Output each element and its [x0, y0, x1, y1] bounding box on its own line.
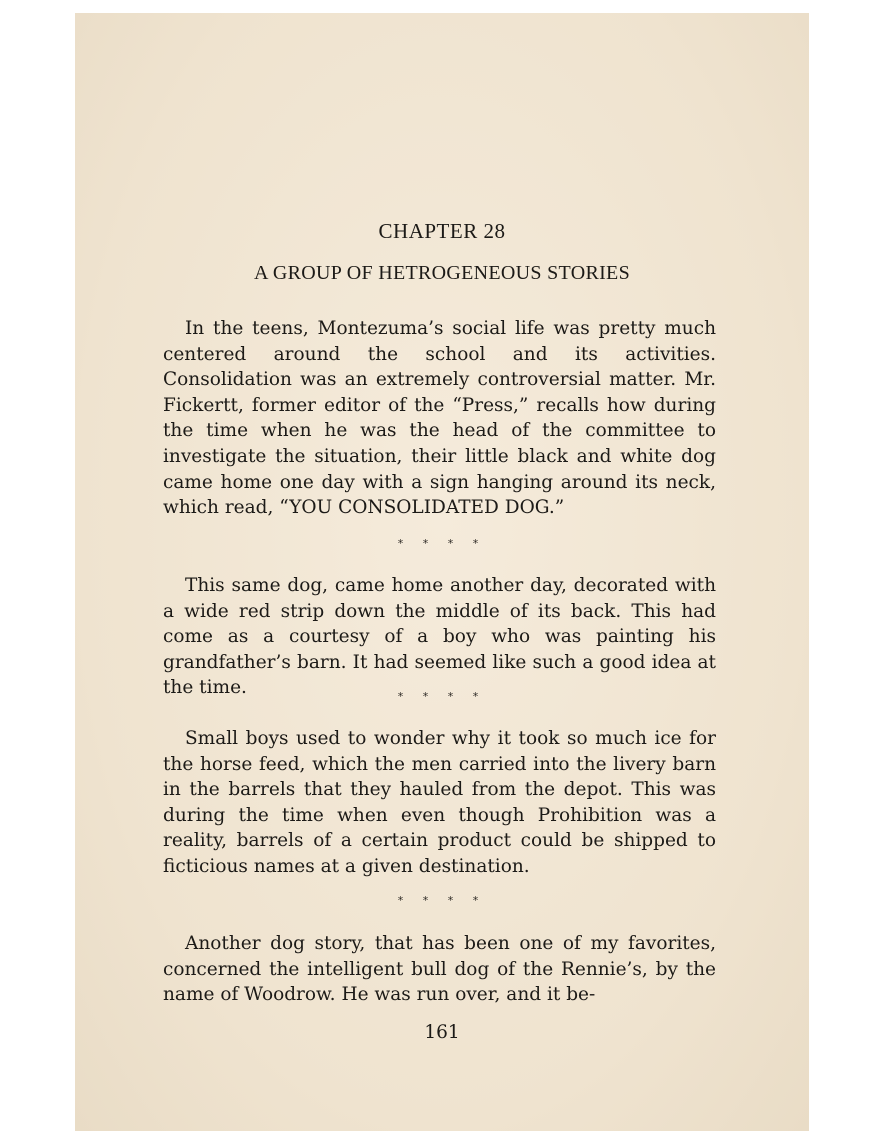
paragraph-2: This same dog, came home another day, decorated with a wide red strip down the middle of its back. This had come as a courtesy of a boy who was painting his grandfather’s barn. It had seemed like such a good idea at the time.	[163, 575, 716, 699]
chapter-heading: CHAPTER 28	[378, 219, 506, 243]
chapter-title: A GROUP OF HETROGENEOUS STORIES	[253, 262, 630, 284]
paragraph-4: Another dog story, that has been one of my favorites, concerned the intelligent bull dog of the Rennie’s, by the name of Woodrow. He was run over, and it be-	[163, 933, 716, 1006]
section-separator-1: * * * *	[397, 537, 487, 550]
paragraph-3: Small boys used to wonder why it took so much ice for the horse feed, which the men carried into the livery barn in the barrels that they hauled from the depot. This was during the time when even though Prohibition was a reality, barrels of a certain product could be shipped to ficticious names at a given destination.	[163, 728, 716, 877]
book-page	[75, 13, 809, 1131]
paragraph-2-block	[163, 573, 716, 701]
section-separator-2: * * * *	[397, 690, 487, 703]
page-number: 161	[424, 1022, 460, 1043]
section-separator-3: * * * *	[397, 894, 487, 907]
paragraph-3-block	[163, 726, 716, 880]
paragraph-1: In the teens, Montezuma’s social life was pretty much centered around the school and its activities. Consolidation was an extremely controversial matter. Mr. Fickertt, former editor of the “Press,” recalls how during the time when he was the head of the committee to investigate the situation, their little black and white dog came home one day with a sign hanging around its neck, which read, “YOU CONSOLIDATED DOG.”	[163, 318, 716, 519]
paragraph-1-block	[163, 316, 716, 521]
paragraph-4-block	[163, 931, 716, 1008]
